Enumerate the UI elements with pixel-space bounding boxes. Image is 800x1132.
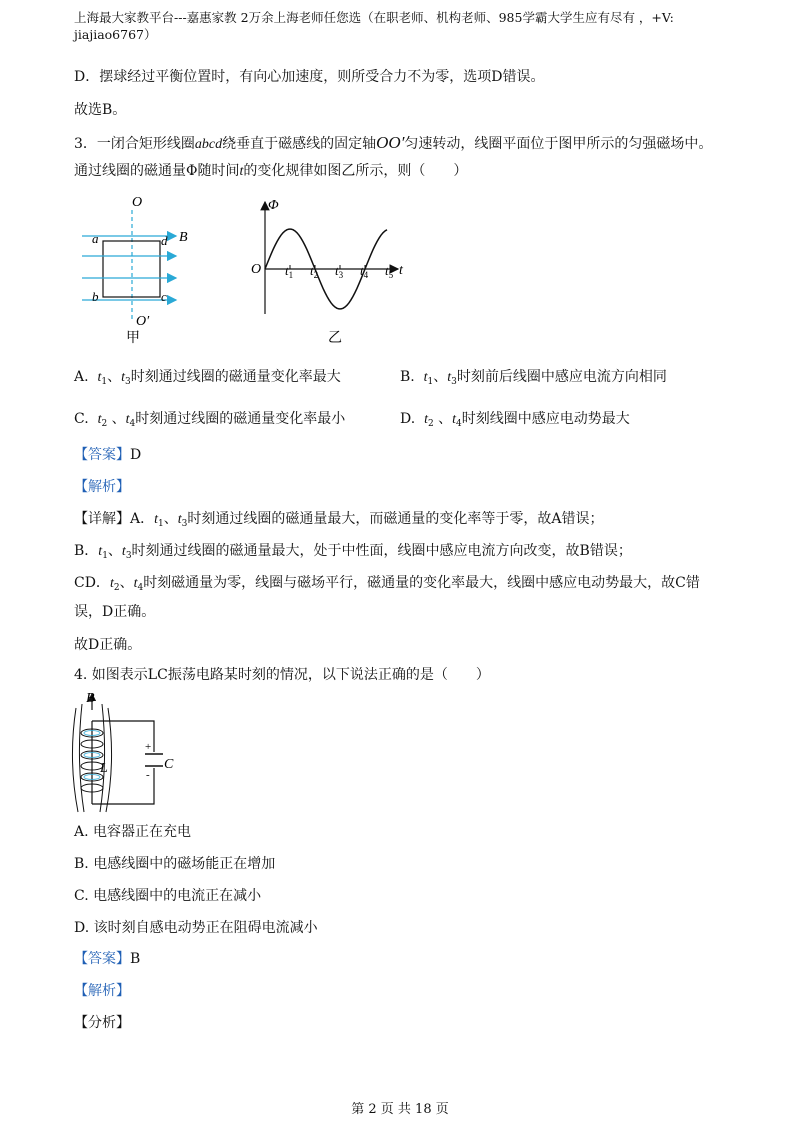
q4-lc-circuit-figure <box>66 688 186 813</box>
answer-value: B <box>130 951 141 967</box>
minus-sign: - <box>146 769 150 781</box>
tick-label: $t_4$ <box>360 263 369 280</box>
q4-option-c: C. 电感线圈中的电流正在减小 <box>74 888 262 904</box>
tick-label: $t_5$ <box>385 263 394 280</box>
tick-label: $t_1$ <box>285 263 294 280</box>
caption-jia: 甲 <box>126 331 140 346</box>
q4-analysis-tag: 【解析】 <box>74 983 130 999</box>
q3-detail-cd: CD．$t_2$、$t_4$时刻磁通量为零，线圈与磁场平行，磁通量的变化率最大，线圈中感应电动势最大，故C错 <box>74 575 700 593</box>
detail-a-text: 时刻通过线圈的磁通量最大，而磁通量的变化率等于零，故A错误； <box>187 511 604 527</box>
q3-option-c: C. $t_2$ 、$t_4$时刻通过线圈的磁通量变化率最小 <box>74 411 346 429</box>
q3-option-d: D. $t_2$ 、$t_4$时刻线圈中感应电动势最大 <box>400 411 630 429</box>
q4-fenxi-tag: 【分析】 <box>74 1015 130 1031</box>
q3-option-b-text: 时刻前后线圈中感应电流方向相同 <box>456 369 667 385</box>
caption-yi: 乙 <box>328 331 342 346</box>
q3-axis-var: OO′ <box>376 133 405 152</box>
label-b: b <box>92 289 99 304</box>
label-C: C <box>164 757 174 772</box>
q3-option-d-text: 时刻线圈中感应电动势最大 <box>461 411 630 427</box>
label-B: B <box>179 230 188 245</box>
answer-tag: 【答案】 <box>74 447 130 463</box>
label-O: O <box>132 195 143 210</box>
label-phi: Φ <box>268 198 279 213</box>
q3-analysis-tag: 【解析】 <box>74 479 130 495</box>
q4-option-a: A. 电容器正在充电 <box>74 824 192 840</box>
q4-option-b: B. 电感线圈中的磁场能正在增加 <box>74 856 276 872</box>
answer-value: D <box>130 447 142 463</box>
detail-b-text: 时刻通过线圈的磁通量最大，处于中性面，线圈中感应电流方向改变，故B错误； <box>131 543 632 559</box>
page-footer: 第 2 页 共 18 页 <box>351 1102 449 1117</box>
q4-answer <box>74 950 140 968</box>
label-c: c <box>161 289 167 304</box>
q3-stem-text: 匀速转动，线圈平面位于图甲所示的匀强磁场中。 <box>404 136 713 152</box>
label-L: L <box>100 761 108 776</box>
q3-stem-text: 通过线圈的磁通量Φ随时间 <box>74 163 240 179</box>
q3-stem-line-1 <box>74 134 712 154</box>
plus-sign: + <box>145 741 152 753</box>
q3-stem-text: 的变化规律如图乙所示，则（ ） <box>243 163 468 179</box>
answer-tag: 【答案】 <box>74 951 130 967</box>
detail-tag: 【详解】 <box>74 511 130 527</box>
label-B: B <box>86 691 95 706</box>
q3-detail-a: 【详解】A．$t_1$、$t_3$时刻通过线圈的磁通量最大，而磁通量的变化率等于零，故A错误； <box>74 511 604 529</box>
q3-coil-var: abcd <box>194 137 223 152</box>
q3-detail-cd-cont: 误，D正确。 <box>74 604 156 620</box>
detail-cd-text: 时刻磁通量为零，线圈与磁场平行，磁通量的变化率最大，线圈中感应电动势最大，故C错 <box>143 575 700 591</box>
q3-stem-text: 绕垂直于磁感线的固定轴 <box>222 136 377 152</box>
q2-conclusion: 故选B。 <box>74 102 127 118</box>
q4-stem: 4. 如图表示LC振荡电路某时刻的情况，以下说法正确的是（ ） <box>74 667 490 683</box>
q3-figure-yi <box>248 192 418 350</box>
q3-option-b: B. $t_1$、$t_3$时刻前后线圈中感应电流方向相同 <box>400 369 667 387</box>
q3-time-var: t <box>239 164 244 179</box>
q3-detail-b: B．$t_1$、$t_3$时刻通过线圈的磁通量最大，处于中性面，线圈中感应电流方向改变，故B错误； <box>74 543 632 561</box>
tick-label: $t_3$ <box>335 263 344 280</box>
q3-stem-text: 3．一闭合矩形线圈 <box>74 136 195 152</box>
q3-stem-line-2 <box>74 162 467 181</box>
q3-option-a: A. $t_1$、$t_3$时刻通过线圈的磁通量变化率最大 <box>74 369 341 387</box>
label-a: a <box>92 231 99 246</box>
q3-option-a-text: 时刻通过线圈的磁通量变化率最大 <box>130 369 341 385</box>
label-O-prime: O′ <box>136 314 150 329</box>
q3-option-c-text: 时刻通过线圈的磁通量变化率最小 <box>135 411 346 427</box>
label-t: t <box>399 263 403 278</box>
q3-figure-jia <box>74 190 204 350</box>
tick-label: $t_2$ <box>310 263 319 280</box>
q3-answer <box>74 446 141 464</box>
time-ticks <box>285 263 394 280</box>
label-origin: O <box>251 262 262 277</box>
q3-conclusion: 故D正确。 <box>74 637 142 653</box>
q2-option-d-explanation: D．摆球经过平衡位置时，有向心加速度，则所受合力不为零，选项D错误。 <box>74 69 545 85</box>
q4-option-d: D. 该时刻自感电动势正在阻碍电流减小 <box>74 920 318 936</box>
label-d: d <box>161 233 168 248</box>
page-header: 上海最大家教平台---嘉惠家教 2万余上海老师任您选（在职老师、机构老师、985学霸大学生应有尽有 ，+V: jiajiao6767） <box>74 10 674 42</box>
